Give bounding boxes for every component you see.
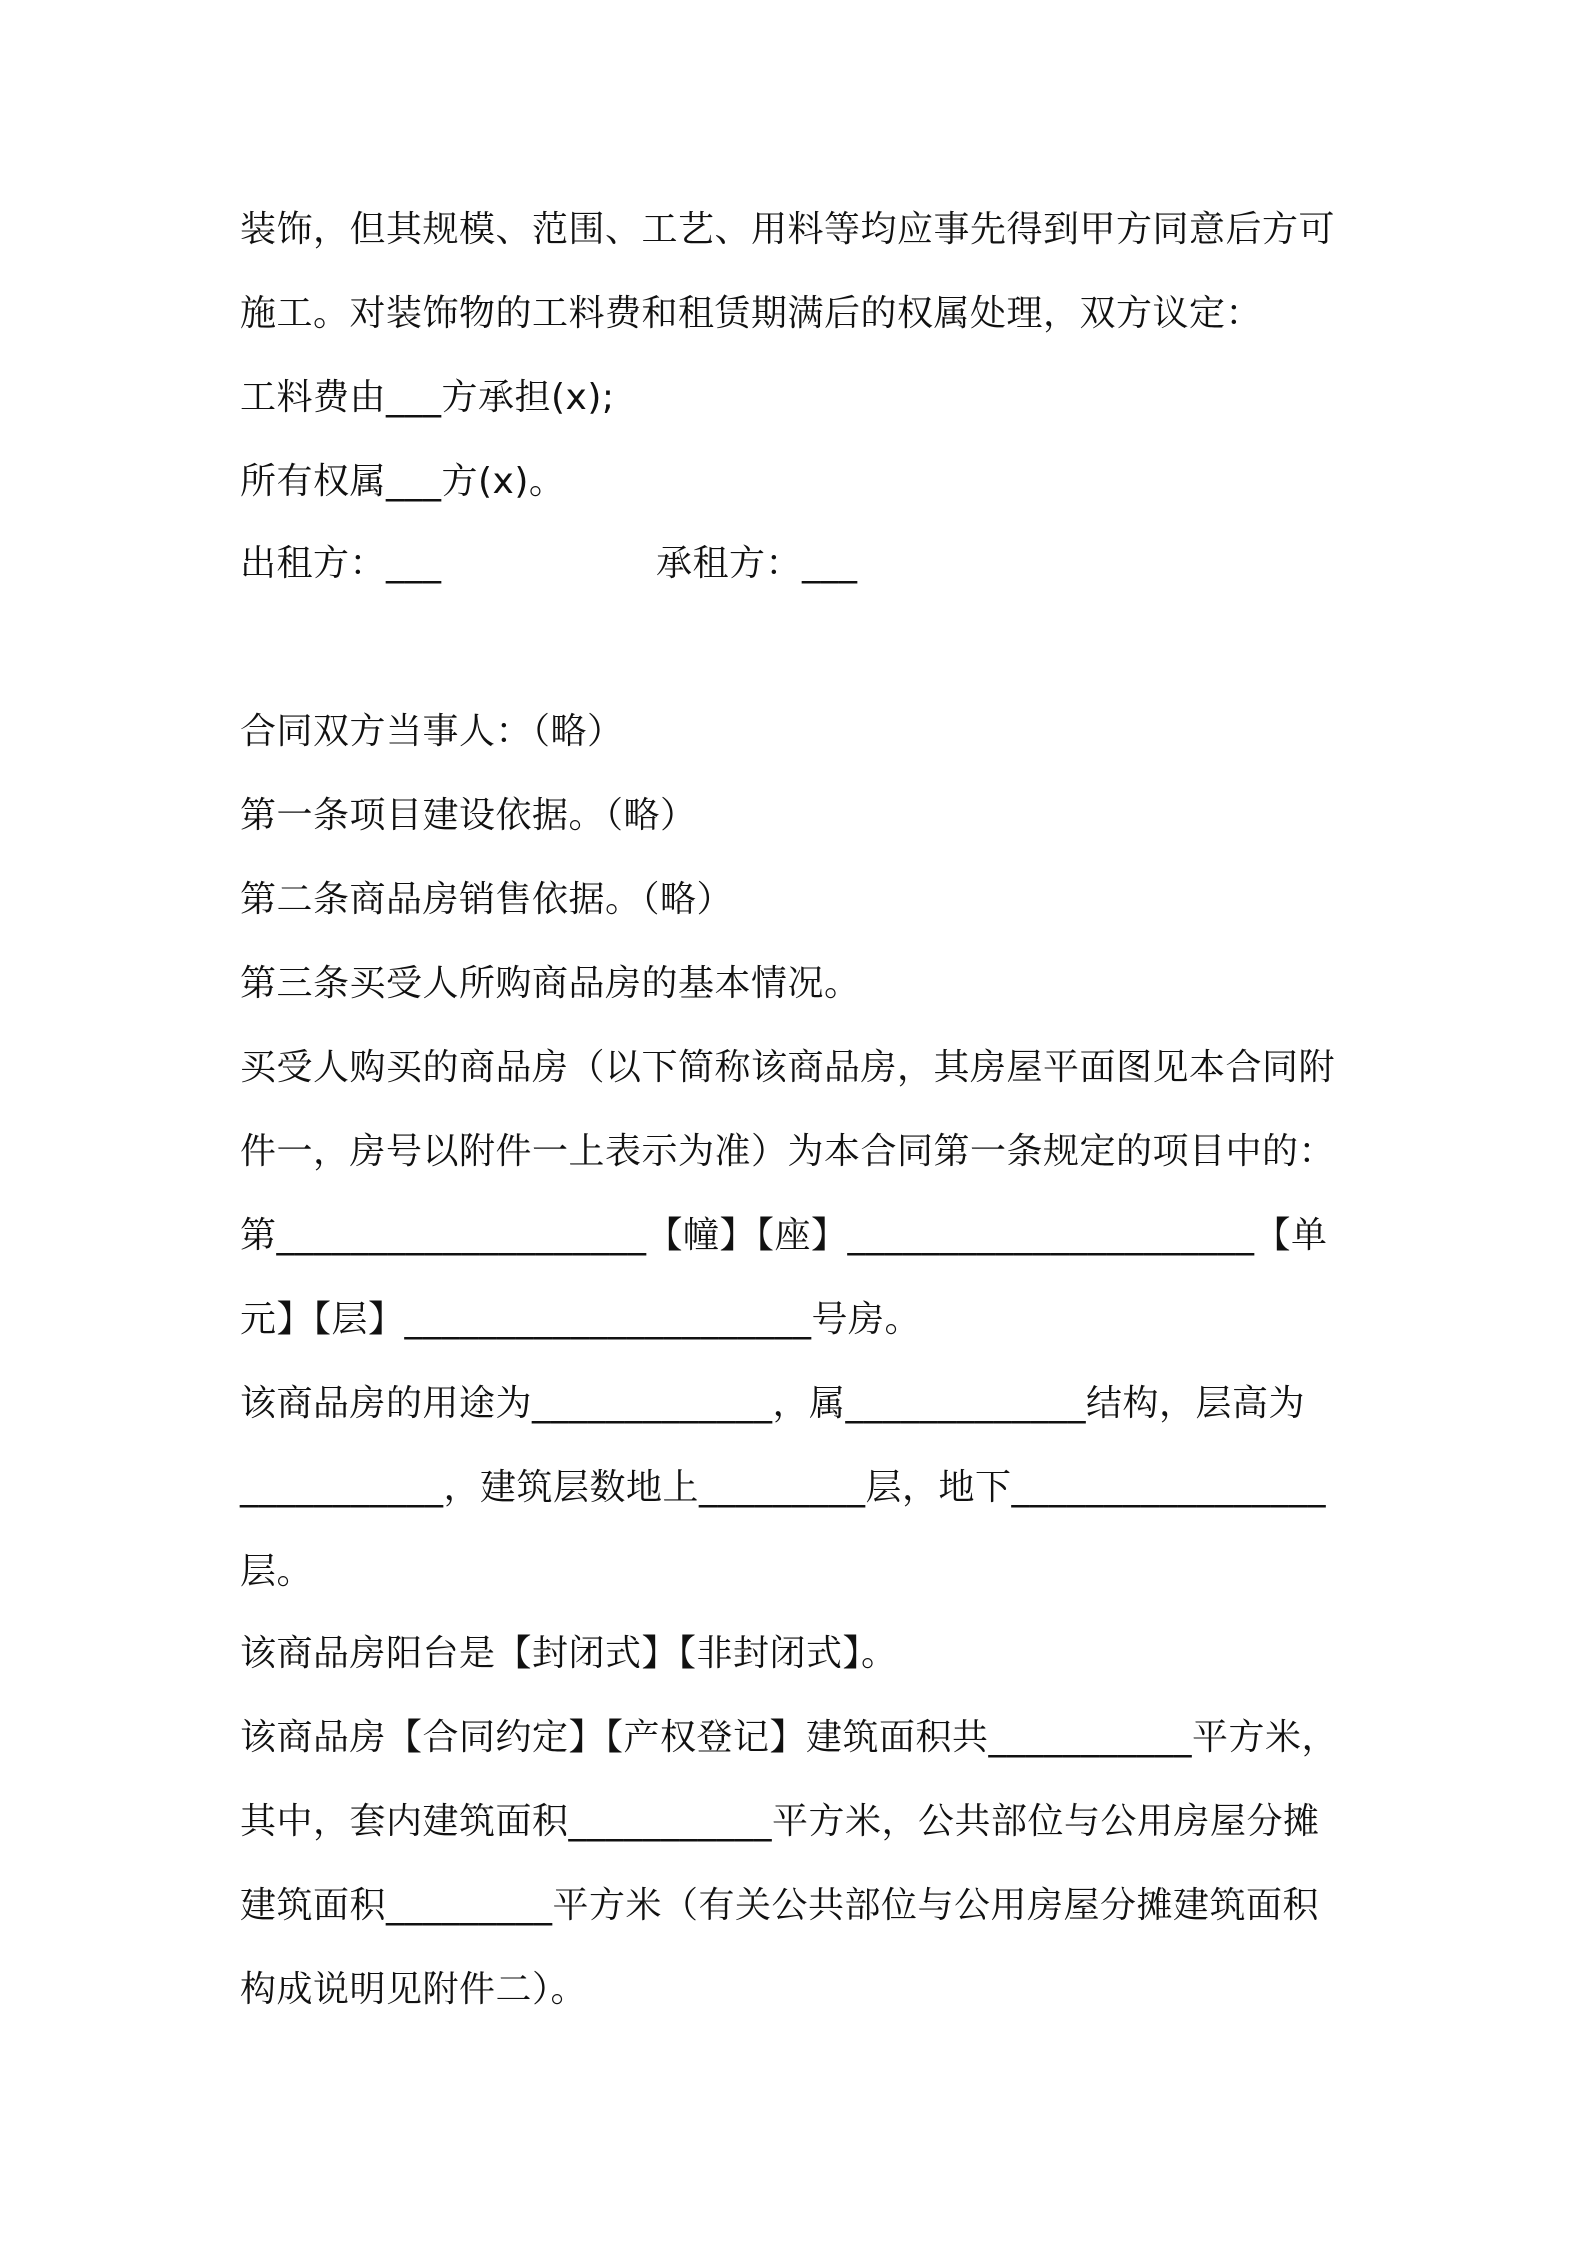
paragraph-line: 构成说明见附件二）。 <box>240 1969 588 2010</box>
paragraph-line: 装饰，但其规模、范围、工艺、用料等均应事先得到甲方同意后方可 <box>240 209 1336 250</box>
paragraph-line: 合同双方当事人：（略） <box>240 711 624 752</box>
paragraph-line: 件一，房号以附件一上表示为准）为本合同第一条规定的项目中的： <box>240 1131 1336 1172</box>
paragraph-line: 第三条买受人所购商品房的基本情况。 <box>240 963 861 1004</box>
paragraph-line: 买受人购买的商品房（以下简称该商品房，其房屋平面图见本合同附 <box>240 1047 1336 1088</box>
paragraph-line: 该商品房【合同约定】【产权登记】建筑面积共___________平方米， <box>240 1717 1339 1758</box>
paragraph-line: 工料费由___方承担(x); <box>240 377 615 418</box>
paragraph-line: 其中，套内建筑面积___________平方米，公共部位与公用房屋分摊 <box>240 1801 1320 1842</box>
lessee-signature: 承租方：___ <box>656 543 858 584</box>
paragraph-line: 第一条项目建设依据。（略） <box>240 795 697 836</box>
paragraph-line: 元】【层】______________________号房。 <box>240 1299 922 1340</box>
paragraph-line: 建筑面积_________平方米（有关公共部位与公用房屋分摊建筑面积 <box>240 1885 1320 1926</box>
signature-line <box>240 540 1360 588</box>
paragraph-line: 该商品房的用途为_____________，属_____________结构，层高为 <box>240 1383 1306 1424</box>
paragraph-line: 该商品房阳台是【封闭式】【非封闭式】。 <box>240 1633 898 1674</box>
paragraph-line: 层。 <box>240 1551 314 1592</box>
lessor-signature: 出租方：___ <box>240 543 442 584</box>
paragraph-line: 第二条商品房销售依据。（略） <box>240 879 734 920</box>
paragraph-line: 所有权属___方(x)。 <box>240 461 566 502</box>
paragraph-line: 第____________________【幢】【座】______________________【单 <box>240 1215 1328 1256</box>
paragraph-line: 施工。对装饰物的工料费和租赁期满后的权属处理，双方议定： <box>240 293 1263 334</box>
paragraph-line: ___________，建筑层数地上_________层，地下_________________ <box>240 1467 1327 1508</box>
